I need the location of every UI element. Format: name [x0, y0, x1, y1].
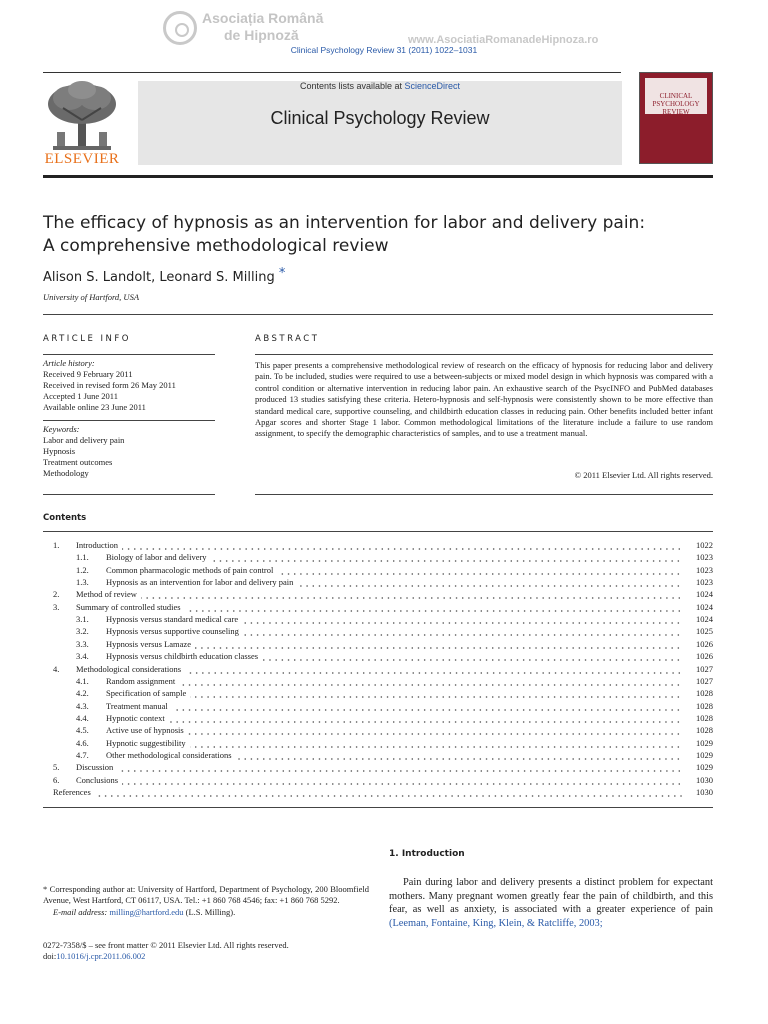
toc-entry-title [106, 625, 683, 637]
toc-entry-title-text: Conclusions [76, 775, 122, 785]
toc-entry-page: 1024 [692, 601, 713, 613]
introduction-heading: 1. Introduction [389, 849, 465, 859]
keyword-item: Methodology [43, 468, 89, 478]
article-info-rule-1 [43, 354, 215, 355]
toc-entry[interactable] [43, 650, 713, 662]
sciencedirect-link[interactable]: ScienceDirect [404, 81, 461, 91]
toc-entry-page: 1029 [692, 749, 713, 761]
toc-entry-number: 3.4. [76, 651, 89, 662]
toc-entry-title [106, 737, 683, 749]
toc-entry-number: 3.3. [76, 638, 89, 649]
article-title [43, 212, 703, 258]
email-label: E-mail address: [53, 906, 108, 917]
toc-entry-page: 1029 [692, 761, 713, 773]
toc-entry-title [106, 700, 683, 712]
contents-heading: Contents [43, 513, 87, 523]
toc-entry-title [76, 539, 683, 551]
toc-entry[interactable] [43, 564, 713, 576]
toc-entry-title [53, 786, 683, 798]
toc-entry[interactable] [43, 613, 713, 625]
toc-entry-number: 3.1. [76, 614, 89, 625]
author-names: Alison S. Landolt, Leonard S. Milling [43, 270, 275, 285]
toc-entry-title [76, 663, 683, 675]
toc-entry[interactable] [43, 588, 713, 600]
toc-entry-title-text: Other methodological considerations [106, 750, 236, 760]
toc-entry-page: 1029 [692, 737, 713, 749]
toc-entry-title [106, 724, 683, 736]
keywords-label: Keywords: [43, 424, 80, 434]
history-revised: Received in revised form 26 May 2011 [43, 380, 176, 390]
toc-entry-title-text: Summary of controlled studies [76, 602, 185, 612]
toc-entry-number: 4.1. [76, 675, 89, 686]
toc-entry-page: 1023 [692, 564, 713, 576]
abstract-text: This paper presents a comprehensive methodological review of research on the efficacy of hypnosis for reducing labor and delivery pain. To be included, studies were required to use a between-subjects or mixed model design in which hypnosis was compared with a control condition or alternative intervention in reducing labor pain. An exhaustive search of the PsycINFO and PubMed databases produced 13 studies satisfying these criteria. Hetero-hypnosis and self-hypnosis were consistently shown to be more effective than standard medical care, supportive counseling, and childbirth education classes in reducing pain. Other benefits included better infant Apgar scores and shorter Stage 1 labor. Common methodological limitations of the literature include a failure to use random assignment, to specify the demographic characteristics of samples, and to use a treatment manual. [255, 360, 713, 439]
toc-entry-page: 1023 [692, 576, 713, 588]
abstract-rule-top [255, 354, 713, 355]
toc-entry-page: 1022 [692, 539, 713, 551]
toc-entry[interactable] [43, 638, 713, 650]
toc-entry-title-text: References [53, 787, 95, 797]
cover-text: CLINICAL PSYCHOLOGY REVIEW [652, 92, 700, 116]
toc-entry-number: 4.2. [76, 688, 89, 699]
corresponding-author-footnote [43, 884, 369, 918]
toc-entry-title [76, 774, 683, 786]
toc-entry-number: 4. [53, 663, 60, 674]
toc-entry-number: 3. [53, 601, 60, 612]
article-history [43, 358, 215, 413]
toc-entry[interactable] [43, 712, 713, 724]
author-email-link[interactable]: milling@hartford.edu [109, 906, 184, 917]
toc-entry[interactable] [43, 761, 713, 773]
toc-entry-page: 1028 [692, 712, 713, 724]
watermark-url: www.AsociatiaRomanadeHipnoza.ro [408, 34, 599, 46]
toc-entry-title [76, 601, 683, 613]
corresponding-author-text: * Corresponding author at: University of Hartford, Department of Psychology, 200 Bloomfield Avenue, West Hartford, CT 06117, USA. Tel.: +1 860 768 4546; fax: +1 860 768 5292. [43, 884, 369, 906]
toc-entry-title-text: Methodological considerations [76, 664, 185, 674]
toc-entry-title-text: Treatment manual [106, 701, 172, 711]
toc-entry-page: 1025 [692, 625, 713, 637]
toc-entry-page: 1026 [692, 638, 713, 650]
toc-entry-title-text: Method of review [76, 589, 141, 599]
article-title-line2: A comprehensive methodological review [43, 236, 389, 256]
toc-entry-title [106, 675, 683, 687]
toc-entry-page: 1026 [692, 650, 713, 662]
contents-rule-bottom [43, 807, 713, 808]
contents-rule-top [43, 531, 713, 532]
watermark-org-line1: Asociația Română [202, 10, 324, 26]
toc-entry-page: 1027 [692, 663, 713, 675]
issn-line: 0272-7358/$ – see front matter © 2011 Elsevier Ltd. All rights reserved. [43, 940, 289, 950]
toc-entry-page: 1024 [692, 613, 713, 625]
keyword-item: Labor and delivery pain [43, 435, 125, 445]
history-online: Available online 23 June 2011 [43, 402, 146, 412]
toc-entry-page: 1024 [692, 588, 713, 600]
elsevier-tree-logo-icon [43, 80, 121, 152]
toc-entry-number: 2. [53, 589, 60, 600]
toc-entry-title-text: Random assignment [106, 676, 179, 686]
toc-entry-title [76, 761, 683, 773]
history-accepted: Accepted 1 June 2011 [43, 391, 118, 401]
toc-entry-title-text: Hypnosis versus supportive counseling [106, 626, 243, 636]
toc-entry-title-text: Biology of labor and delivery [106, 552, 211, 562]
toc-entry[interactable] [43, 551, 713, 563]
toc-entry-page: 1027 [692, 675, 713, 687]
toc-entry-number: 4.7. [76, 749, 89, 760]
watermark-org-line2: de Hipnoză [224, 27, 299, 43]
journal-cover-thumbnail[interactable] [639, 72, 713, 164]
doi-line [43, 951, 369, 962]
watermark-logo-icon [163, 11, 197, 45]
keywords [43, 424, 215, 479]
toc-entry-title [106, 638, 683, 650]
toc-entry-title-text: Common pharmacologic methods of pain control [106, 565, 277, 575]
authors [43, 266, 285, 285]
toc-entry-number: 4.4. [76, 712, 89, 723]
toc-entry-page: 1023 [692, 551, 713, 563]
affiliation: University of Hartford, USA [43, 292, 140, 302]
toc-entry[interactable] [43, 576, 713, 588]
toc-entry-title [106, 712, 683, 724]
toc-entry[interactable] [43, 663, 713, 675]
toc-entry[interactable] [43, 774, 713, 786]
article-history-label: Article history: [43, 358, 95, 368]
toc-entry[interactable] [43, 687, 713, 699]
toc-entry-page: 1028 [692, 700, 713, 712]
toc-entry-page: 1028 [692, 724, 713, 736]
front-matter-info [43, 940, 369, 963]
toc-entry-title [106, 749, 683, 761]
toc-entry-number: 6. [53, 774, 60, 785]
toc-entry-page: 1028 [692, 687, 713, 699]
toc-entry[interactable] [43, 601, 713, 613]
doi-link[interactable]: 10.1016/j.cpr.2011.06.002 [56, 951, 146, 962]
article-info-heading: ARTICLE INFO [43, 334, 131, 344]
journal-citation[interactable]: Clinical Psychology Review 31 (2011) 1022–1031 [290, 45, 478, 55]
toc-entry-number: 5. [53, 762, 60, 773]
toc-entry[interactable] [43, 539, 713, 551]
abstract-heading: ABSTRACT [255, 334, 320, 344]
toc-entry-number: 1. [53, 540, 60, 550]
toc-entry[interactable] [43, 786, 713, 798]
header-bottom-rule [43, 175, 713, 178]
toc-entry-title-text: Hypnosis versus Lamaze [106, 639, 195, 649]
toc-entry-title-text: Hypnotic suggestibility [106, 738, 190, 748]
toc-entry-page: 1030 [692, 786, 713, 798]
journal-title[interactable]: Clinical Psychology Review [270, 108, 490, 128]
publisher-name: ELSEVIER [44, 151, 120, 167]
keyword-item: Hypnosis [43, 446, 76, 456]
toc-entry[interactable] [43, 737, 713, 749]
toc-entry-title [106, 576, 683, 588]
toc-entry[interactable] [43, 749, 713, 761]
toc-entry[interactable] [43, 675, 713, 687]
toc-entry-title-text: Active use of hypnosis [106, 725, 188, 735]
toc-entry-title [106, 564, 683, 576]
toc-entry-page: 1030 [692, 774, 713, 786]
article-info-rule-2 [43, 420, 215, 421]
doi-prefix: doi: [43, 951, 57, 962]
contents-available-prefix: Contents lists available at [299, 81, 405, 91]
email-suffix: (L.S. Milling). [183, 906, 236, 917]
toc-entry-title-text: Specification of sample [106, 688, 190, 698]
abstract-copyright: © 2011 Elsevier Ltd. All rights reserved. [574, 470, 713, 480]
toc-entry-number: 4.5. [76, 725, 89, 736]
toc-entry-title [106, 650, 683, 662]
toc-entry[interactable] [43, 700, 713, 712]
email-line [43, 907, 369, 918]
toc-entry-title [106, 687, 683, 699]
toc-entry-title-text: Hypnotic context [106, 713, 169, 723]
toc-entry-number: 1.1. [76, 552, 89, 563]
toc-entry-number: 1.3. [76, 577, 89, 588]
toc-entry-title-text: Discussion [76, 762, 117, 772]
toc-entry-number: 1.2. [76, 564, 89, 575]
toc-entry-number: 4.6. [76, 737, 89, 748]
toc-entry-title [76, 588, 683, 600]
toc-entry-title-text: Hypnosis as an intervention for labor and delivery pain [106, 577, 297, 587]
toc-entry-title [106, 613, 683, 625]
abstract-rule-bottom [255, 494, 713, 495]
keyword-item: Treatment outcomes [43, 457, 113, 467]
corresponding-author-mark[interactable]: * [278, 266, 286, 281]
article-info-rule-3 [43, 494, 215, 495]
toc-entry-title-text: Introduction [76, 540, 122, 550]
toc-entry-title [106, 551, 683, 563]
introduction-body: Pain during labor and delivery presents a distinct problem for expectant mothers. Many pregnant women greatly fear the pain of childbirth, and this fear, as well as anxiety, is associated with a greater experience of pain [389, 877, 713, 916]
toc-entry[interactable] [43, 625, 713, 637]
toc-entry[interactable] [43, 724, 713, 736]
introduction-text [389, 876, 713, 930]
toc-entry-title-text: Hypnosis versus standard medical care [106, 614, 242, 624]
toc-entry-number: 3.2. [76, 626, 89, 637]
introduction-citation-link[interactable]: (Leeman, Fontaine, King, Klein, & Ratcliffe, 2003; [389, 917, 603, 929]
history-received: Received 9 February 2011 [43, 369, 133, 379]
contents-available-line [138, 81, 622, 91]
title-block-rule [43, 314, 713, 315]
toc-entry-title-text: Hypnosis versus childbirth education classes [106, 651, 262, 661]
article-title-line1: The efficacy of hypnosis as an intervention for labor and delivery pain: [43, 213, 646, 233]
header-top-rule [43, 72, 621, 73]
toc-entry-number: 4.3. [76, 700, 89, 711]
